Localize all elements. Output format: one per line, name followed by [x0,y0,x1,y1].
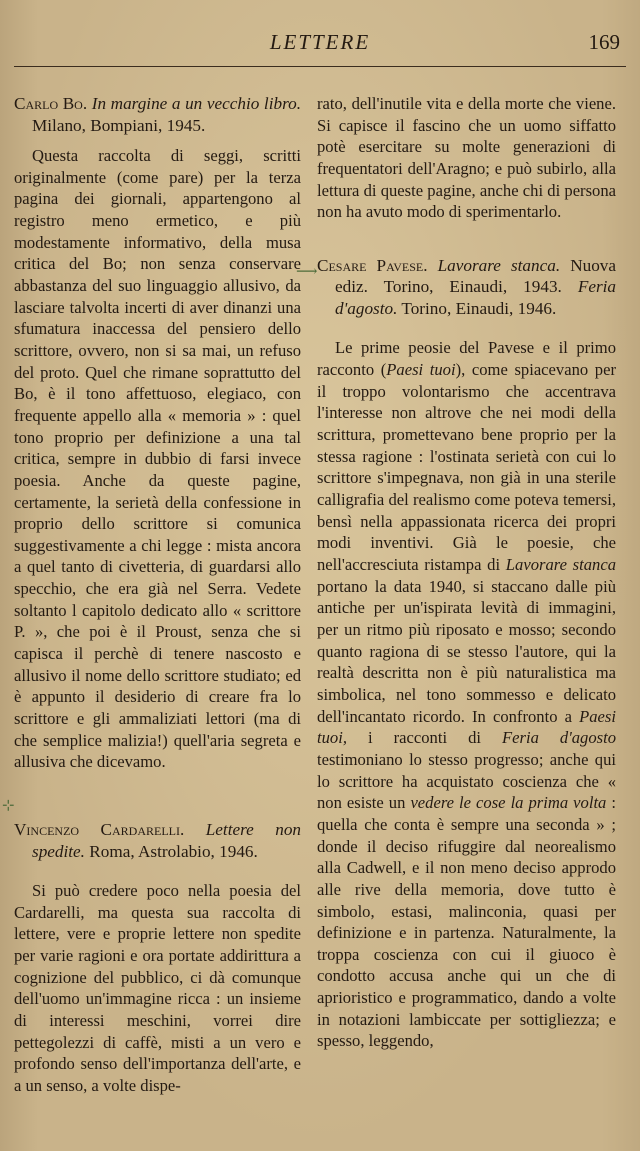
review-body-cardarelli-continued: rato, dell'inutile vita e della morte che viene. Si capisce il fascino che un uomo siffatto potè esercitare su molte generazioni di frequentatori dell'Aragno; e può subirlo, alla lettura di queste pagine, anche chi di persona non ha avuto modo di sperimentarlo. [317,94,616,222]
review-body-cardarelli: Si può credere poco nella poesia del Cardarelli, ma questa sua raccolta di lettere, vere e proprie lettere non spedite per varie ragioni e ora portate addirittura a cognizione del pubblico, ci dà comunque dell'uomo un'immagine ricca : un insieme di interessi meschini, vorrei dire pettegolezzi di caffè, misti a un vero e profondo senso dell'importanza dell'arte, e a un senso, a volte dispe- [14,881,301,1095]
italic-run: Paesi tuoi, [317,706,616,748]
italic-run: vedere le cose la prima volta [410,793,607,813]
review-author: Carlo Bo. [14,94,88,113]
review-title-second: Feria d'agosto. [335,277,617,318]
text-run: portano la data 1940, si staccano dalle più antiche per un'ispirata levità di immagini, per un ritmo più riposato e mosso; secondo quanto ragiona di se stesso l'autore, qui la realtà descritta non è più naturalistica ma simbolica, nel tono sommesso e delicato dell'incantato ricordo. In confronto a [317,576,616,726]
right-column [317,93,616,1052]
review-author: Vincenzo Cardarelli. [14,820,185,840]
review-title: Lettere non spedite. [32,820,302,861]
text-run: : quella che conta è sempre una seconda » ; donde il deciso rifuggire dal neorealismo alla Cadwell, e il non meno deciso approdo alle rive della memoria, dove tutto è simbolo, estasi, malinconia, quasi per definizione e in partenza. Naturalmente, la troppa coscienza con cui il giuoco è condotto accusa anche qui un che di aprioristico e programmatico, dando a volte in notazioni lambiccate per sottigliezza; e spesso, leggendo, [317,793,616,1051]
review-body-pavese [317,337,616,1052]
review-body-bo: Questa raccolta di seggi, scritti originalmente (come pare) per la terza pagina dei giornali, appartengono al registro meno ermetico, e più modestamente informativo, della musa critica del Bo; non senza conservare abbastanza del suo linguaggio allusivo, da lasciare talvolta incerti di aver dinanzi una sfumatura inaccessa del pensiero dello scrittore, ovvero, non si sa mai, un refuso del proto. Quel che rimane soprattutto del Bo, è il tono affettuoso, elegiaco, con frequente appello alla « memoria » : quel tono proprio per definizione a una tal critica, sempre in dubbio di farsi invece poesia. Anche da queste pagine, certamente, la serietà della confessione in proprio dello scrittore si comunica suggestivamente a chi legge : mista ancora a quel tanto di civetteria, di guardarsi allo specchio, che era già nel Serra. Vedete soltanto l capitolo dedicato allo « scrittore P. », che poi è il Proust, senza che si capisca il perchè di tenere nascosto e allusivo il nome dello scrittore studiato; ed è appunto il desiderio di creare fra lo scrittore e gli ammaliziati lettori (ma di che semplice malizia!) quell'aria segreta e allusiva che dicevamo. [14,146,301,772]
review-title: Lavorare stanca. [437,255,561,275]
text-run: Le prime peosie del Pavese e il primo racconto ( [317,338,616,380]
review-publication-second: Torino, Einaudi, 1946. [401,298,557,318]
review-author: Cesare Pavese. [317,255,428,275]
left-column [14,93,301,1097]
review-publication: Milano, Bompiani, 1945. [32,115,206,135]
italic-run: Lavorare stanca [505,555,616,574]
text-run: i racconti di [346,728,503,748]
italic-run: Feria d'agosto [502,728,617,748]
pencil-mark-icon: ⊹ [2,796,15,814]
italic-run: Paesi tuoi [386,360,456,380]
page-number: 169 [588,30,620,54]
review-publication: Nuova ediz. Torino, Einaudi, 1943. [335,255,617,297]
review-title: In margine a un vecchio libro. [91,94,302,113]
review-heading-bo [14,93,301,136]
header-rule [14,66,626,67]
review-heading-cardarelli [14,819,301,862]
running-head [14,30,626,60]
review-publication: Roma, Astrolabio, 1946. [89,841,258,861]
text-run: ), come spiacevano per il troppo volontarismo che accentrava l'interesse non altrove che nei modi della scrittura, promettevano bene proprio per la stessa ragione : l'ostinata serietà con cui lo scrittore s'impegnava, non già in una sterile calligrafia del realismo come poteva temersi, bensì nella appassionata ricerca dei propri modi inventivi. Già le poesie, che nell'accresciuta ristampa di [317,360,616,574]
review-heading-pavese [317,255,616,320]
pencil-mark-icon: ⟶ [296,262,318,280]
running-title: LETTERE [269,30,371,54]
text-run: testimoniano lo stesso progresso; anche qui lo scrittore ha acquistato coscienza che « non esiste un [317,749,616,813]
